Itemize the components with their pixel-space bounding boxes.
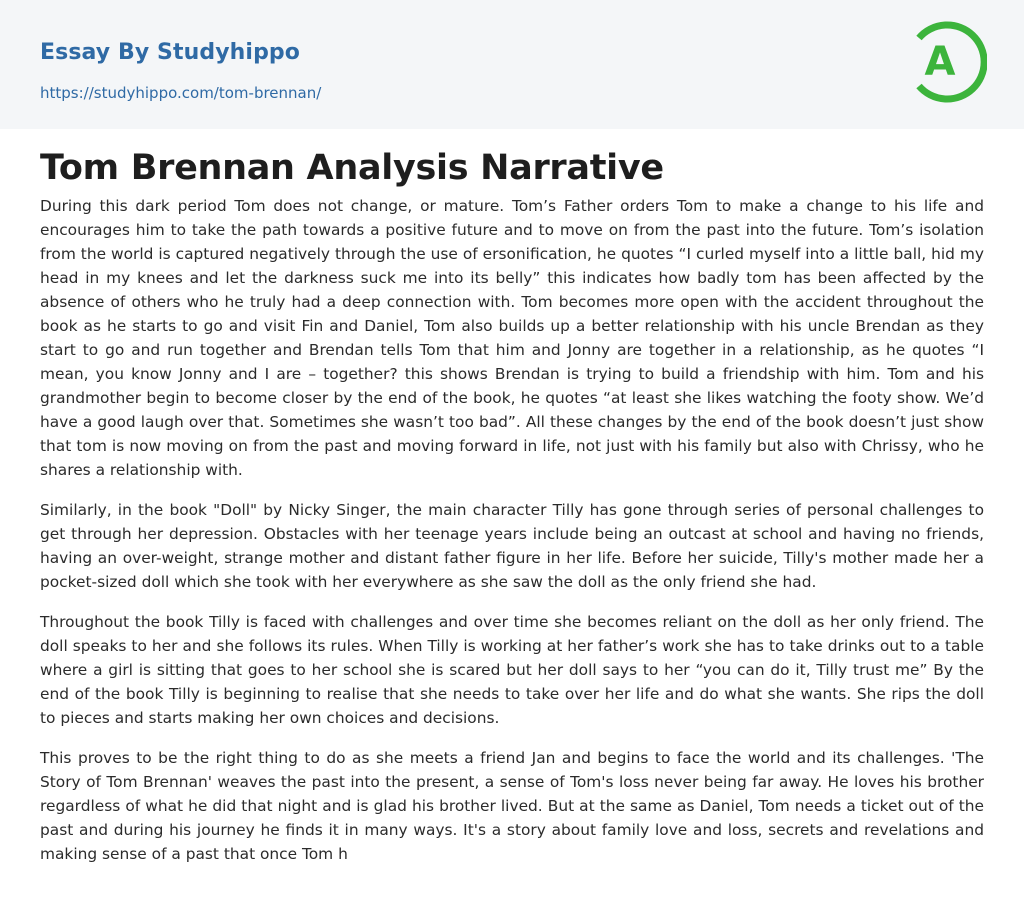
essay-paragraph: Similarly, in the book "Doll" by Nicky Singer, the main character Tilly has gone through series of personal challenges to get through her depression. Obstacles with her teenage years include being an outcast at school and having no friends, having an over-weight, strange mother and distant father figure in her life. Before her suicide, Tilly's mother made her a pocket-sized doll which she took with her everywhere as she saw the doll as the only friend she had.: [40, 501, 984, 591]
essay-paragraph: During this dark period Tom does not change, or mature. Tom’s Father orders Tom to make a change to his life and encourages him to take the path towards a positive future and to move on from the past into the future. Tom’s isolation from the world is captured negatively through the use of ersonification, he quotes “I curled myself into a little ball, hid my head in my knees and let the darkness suck me into its belly” this indicates how badly tom has been affected by the absence of others who he truly had a deep connection with. Tom becomes more open with the accident throughout the book as he starts to go and visit Fin and Daniel, Tom also builds up a better relationship with his uncle Brendan as they start to go and run together and Brendan tells Tom that him and Jonny are together in a relationship, as he quotes “I mean, you know Jonny and I are – together? this shows Brendan is trying to build a friendship with him. Tom and his grandmother begin to become closer by the end of the book, he quotes “at least she likes watching the footy show. We’d have a good laugh over that. Sometimes she wasn’t too bad”. All these changes by the end of the book doesn’t just show that tom is now moving on from the past and moving forward in life, not just with his family but also with Chrissy, who he shares a relationship with.: [40, 197, 984, 479]
essay-paragraph: This proves to be the right thing to do as she meets a friend Jan and begins to face the world and its challenges. 'The Story of Tom Brennan' weaves the past into the present, a sense of Tom's loss never being far away. He loves his brother regardless of what he did that night and is glad his brother lived. But at the same as Daniel, Tom needs a ticket out of the past and during his journey he finds it in many ways. It's a story about family love and loss, secrets and revelations and making sense of a past that once Tom h: [40, 749, 984, 863]
essay-body: [40, 194, 984, 882]
site-title[interactable]: Essay By Studyhippo: [40, 40, 300, 65]
studyhippo-logo[interactable]: [911, 18, 987, 106]
essay-url-link[interactable]: https://studyhippo.com/tom-brennan/: [40, 84, 322, 102]
site-header: [0, 0, 1024, 129]
essay-paragraph: Throughout the book Tilly is faced with challenges and over time she becomes reliant on the doll as her only friend. The doll speaks to her and she follows its rules. When Tilly is working at her father’s work she has to take drinks out to a table where a girl is sitting that goes to her school she is scared but her doll says to her “you can do it, Tilly trust me” By the end of the book Tilly is beginning to realise that she needs to take over her life and do what she wants. She rips the doll to pieces and starts making her own choices and decisions.: [40, 613, 984, 727]
logo-letter: A: [924, 39, 956, 85]
page-title: Tom Brennan Analysis Narrative: [40, 148, 664, 188]
logo-ring-icon: [911, 18, 987, 106]
